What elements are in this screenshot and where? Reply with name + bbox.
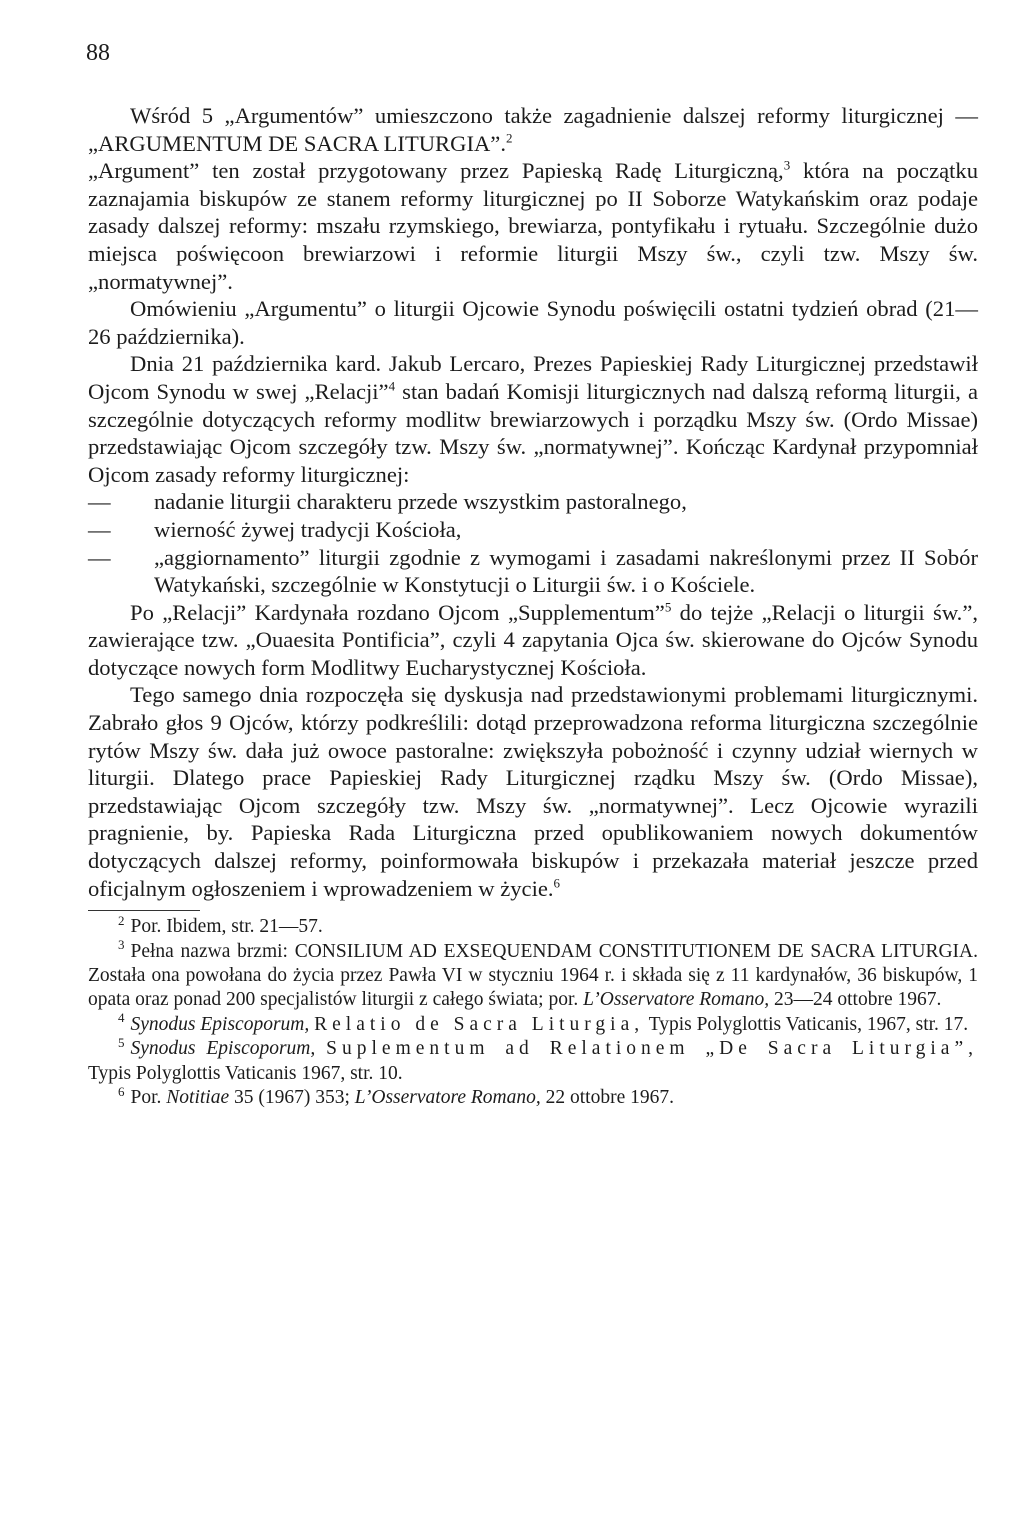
paragraph-2-text-b: która na początku zaznajamia biskupów ze stanem reformy liturgicznej po II Soborze Watykańskim oraz podaje zasady dalszej reformy: mszału rzymskiego, brewiarza, pontyfikału i rytuału. Szczególnie dużo miejsca poświęcoon brewiarzowi i reformie liturgii Mszy św., czyli tzw. Mszy św. „normatywnej”.: [88, 158, 978, 294]
footnote-text: 35 (1967) 353;: [229, 1087, 355, 1109]
dash-list-item: [88, 488, 978, 516]
dash-item-text: wierność żywej tradycji Kościoła,: [154, 516, 462, 542]
paragraph-4: [88, 350, 978, 488]
dash-mark: —: [88, 516, 111, 542]
paragraph-5-text-a: Po „Relacji” Kardynała rozdano Ojcom „Supplementum”: [130, 599, 665, 625]
footnote-3: [88, 937, 978, 1013]
dash-list-item: [88, 516, 978, 544]
dash-item-text: „aggiornamento” liturgii zgodnie z wymogami i zasadami nakreślonymi przez II Sobór Watykański, szczególnie w Konstytucji o Liturgii św. i o Kościele.: [154, 544, 978, 598]
footnote-5: [88, 1034, 978, 1086]
footnote-number: 2: [118, 912, 125, 928]
footnote-spaced-title: Suplementum ad Relationem „De Sacra Liturgia”,: [326, 1038, 978, 1060]
footnote-ref-4: 4: [388, 378, 396, 394]
paragraph-3: Omówieniu „Argumentu” o liturgii Ojcowie Synodu poświęcili ostatni tydzień obrad (21—26 października).: [88, 296, 978, 349]
dash-list-item: [88, 544, 978, 599]
paragraph-4-text-a: Dnia 21 października kard. Jakub Lercaro, Prezes Papieskiej Rady Liturgicznej przedstawił Ojcom Synodu w swej „Relacji”: [88, 351, 978, 404]
paragraph-4-text-b: stan badań Komisji liturgicznych nad dalszą reformą liturgii, a szczególnie dotyczących reformy modlitw brewiarzowych i porządku Mszy św. (Ordo Missae) przedstawiając Ojcom szczegóły tzw. Mszy św. „normatywnej”. Kończąc Kardynał przypomniał Ojcom zasady reformy liturgicznej:: [88, 378, 978, 487]
footnote-ref-2: 2: [505, 130, 513, 146]
footnote-text: Por. Ibidem, str. 21—57.: [130, 916, 323, 938]
footnote-ref-3: 3: [783, 157, 791, 173]
footnote-source-title: L’Osservatore Romano,: [583, 989, 770, 1011]
footnote-number: 5: [118, 1034, 125, 1050]
paragraph-2-text-a: „Argument” ten został przygotowany przez Papieską Radę Liturgiczną,: [88, 158, 784, 184]
page-body: [88, 102, 978, 1110]
paragraph-6: [88, 681, 978, 902]
footnote-ref-5: 5: [664, 599, 672, 615]
footnote-source-title: Notitiae: [166, 1087, 230, 1109]
footnote-spaced-title: Relatio de Sacra Liturgia,: [314, 1013, 645, 1035]
paragraph-6-text: Tego samego dnia rozpoczęła się dyskusja nad przedstawionymi problemami liturgicznymi. Zabrało głos 9 Ojców, którzy podkreślili: dotąd przeprowadzona reforma liturgiczna szczególnie rytów Mszy św. dała już owoce pastoralne: zwiększyła pobożność i czynny udział wiernych w liturgii. Dlatego prace Papieskiej Rady Liturgicznej rządku Mszy św. (Ordo Missae), przedstawiając Ojcom szczegóły tzw. Mszy św. „normatywnej”. Lecz Ojcowie wyrazili pragnienie, by. Papieska Rada Liturgiczna przed opublikowaniem nowych dokumentów dotyczących dalszej reformy, poinformowała biskupów i przekazała materiał jeszcze przed oficjalnym ogłoszeniem i wprowadzeniem w życie.: [88, 682, 978, 901]
footnote-ref-6: 6: [553, 875, 561, 891]
footnote-text: Typis Polyglottis Vaticanis, 1967, str. 17.: [644, 1013, 969, 1035]
footnote-source-title: Synodus Episcoporum,: [130, 1038, 316, 1060]
paragraph-5-text-b: do tejże „Relacji o liturgii św.”, zawierające tzw. „Ouaesita Pontificia”, czyli 4 zapytania Ojca św. skierowane do Ojców Synodu dotyczące nowych form Modlitwy Eucharystycznej Kościoła.: [88, 599, 978, 680]
dash-mark: —: [88, 489, 111, 515]
footnote-text: 22 ottobre 1967.: [540, 1087, 674, 1109]
footnote-number: 4: [118, 1010, 125, 1026]
paragraph-5: [88, 599, 978, 682]
footnote-4: [88, 1010, 978, 1037]
paragraph-1-text: Wśród 5 „Argumentów” umieszczono także zagadnienie dalszej reformy liturgicznej — „ARGUMENTUM DE SACRA LITURGIA”.: [88, 103, 978, 156]
footnote-source-title: L’Osservatore Romano,: [354, 1087, 541, 1109]
footnote-source-title: Synodus Episcoporum,: [130, 1013, 310, 1035]
footnote-number: 6: [118, 1083, 125, 1099]
footnote-text: Pełna nazwa brzmi: CONSILIUM AD EXSEQUENDAM CONSTITUTIONEM DE SACRA LITURGIA. Została ona powołana do życia przez Pawła VI w styczniu 1964 r. i składa się z 11 kardynałów, 36 biskupów, 1 opata oraz ponad 200 specjalistów liturgii z całego świata; por.: [88, 940, 978, 1011]
footnote-text: 23—24 ottobre 1967.: [769, 989, 942, 1011]
dash-mark: —: [88, 544, 111, 570]
footnote-number: 3: [118, 937, 125, 953]
footnote-2: [88, 912, 978, 939]
footnote-text: Por.: [130, 1087, 167, 1109]
paragraph-2: [88, 157, 978, 295]
page-number: 88: [86, 40, 110, 66]
dash-item-text: nadanie liturgii charakteru przede wszystkim pastoralnego,: [154, 489, 687, 515]
footnote-6: [88, 1083, 978, 1110]
footnote-text: Typis Polyglottis Vaticanis 1967, str. 10.: [88, 1062, 403, 1084]
paragraph-1: [88, 102, 978, 157]
footnote-divider: [88, 910, 200, 911]
